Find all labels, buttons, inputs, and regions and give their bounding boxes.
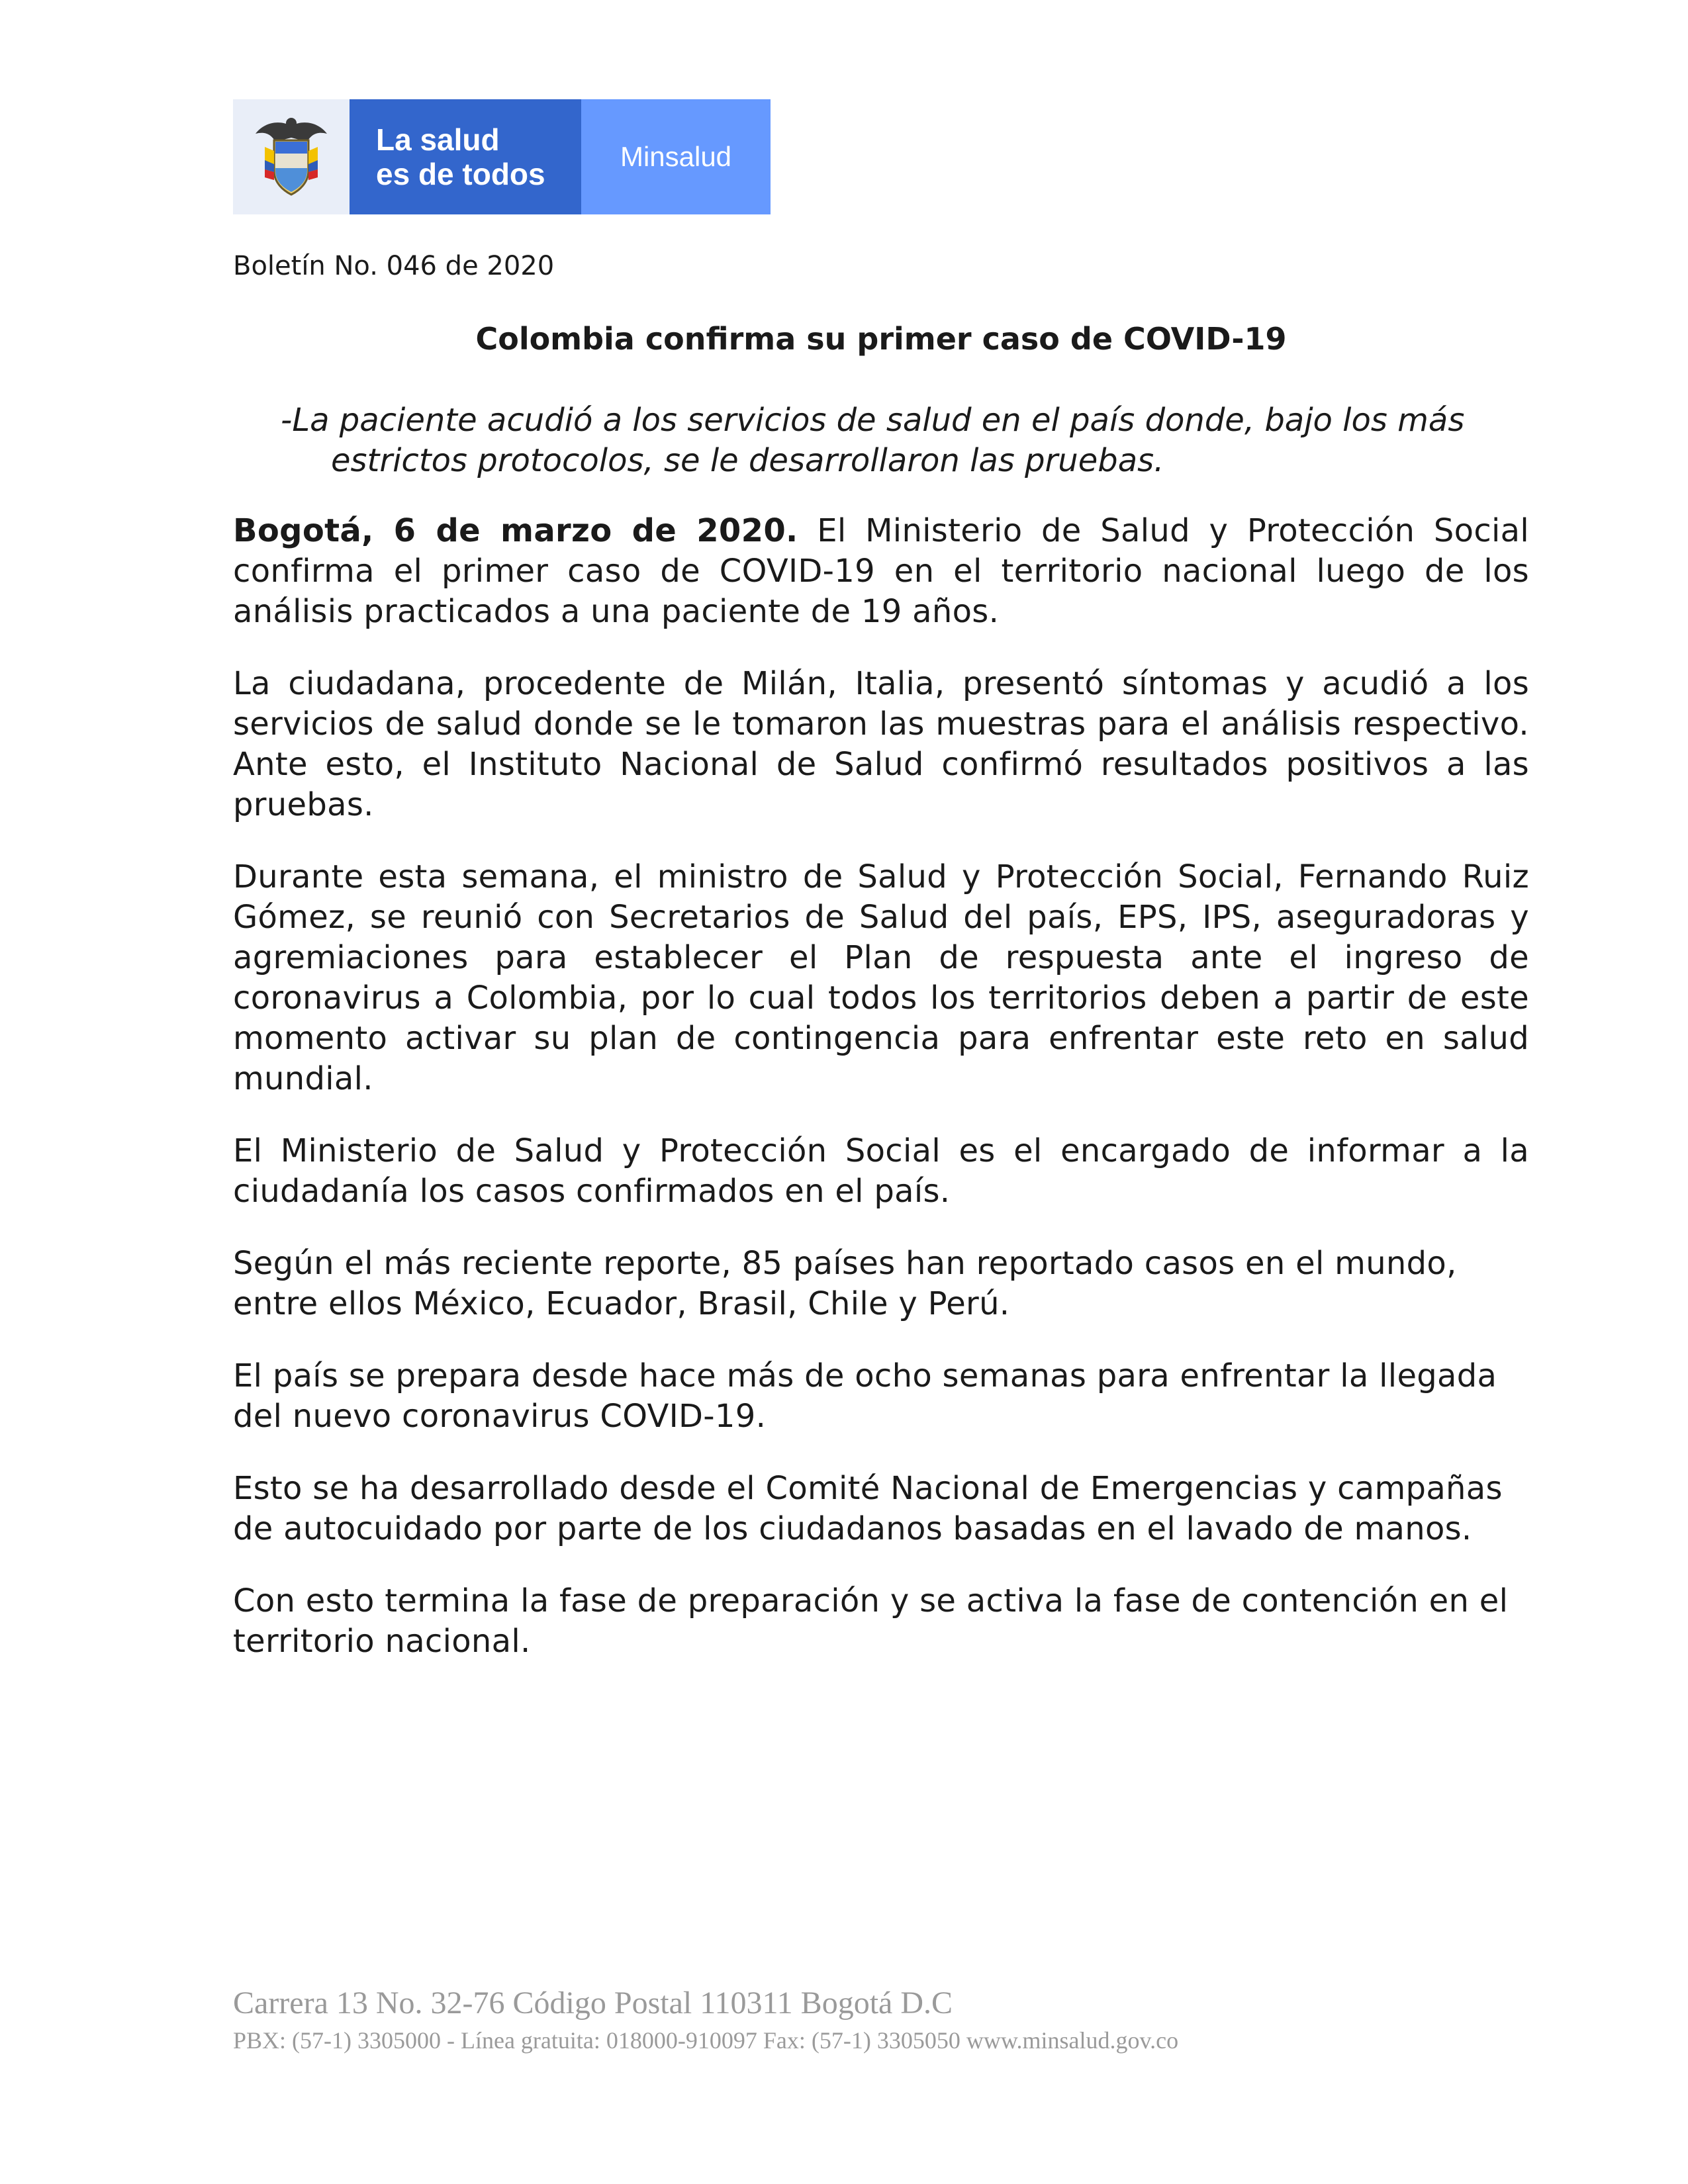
footer-address: Carrera 13 No. 32-76 Código Postal 110311 Bogotá D.C <box>233 1985 953 2021</box>
slogan-line-2: es de todos <box>376 157 545 191</box>
subtitle <box>281 400 1519 481</box>
page-title: Colombia confirma su primer caso de COVID-19 <box>475 321 1287 357</box>
footer-contact: PBX: (57-1) 3305000 - Línea gratuita: 018000-910097 Fax: (57-1) 3305050 www.minsalud.gov.co <box>233 2027 1179 2054</box>
paragraph-3: Durante esta semana, el ministro de Salud y Protección Social, Fernando Ruiz Gómez, se reunió con Secretarios de Salud del país, EPS, IPS, aseguradoras y agremiaciones para establecer el Plan de respuesta ante el ingreso de coronavirus a Colombia, por lo cual todos los territorios deben a partir de este momento activar su plan de contingencia para enfrentar este reto en salud mundial. <box>233 858 1529 1097</box>
logo-brand: Minsalud <box>581 99 771 214</box>
dateline: Bogotá, 6 de marzo de 2020. <box>233 512 798 549</box>
paragraph-4: El Ministerio de Salud y Protección Social es el encargado de informar a la ciudadanía los casos confirmados en el país. <box>233 1132 1529 1210</box>
paragraph-2: La ciudadana, procedente de Milán, Italia, presentó síntomas y acudió a los servicios de salud donde se le tomaron las muestras para el análisis respectivo. Ante esto, el Instituto Nacional de Salud confirmó resultados positivos a las pruebas. <box>233 665 1529 823</box>
slogan-line-1: La salud <box>376 122 500 157</box>
paragraph-1 <box>233 511 1529 632</box>
minsalud-logo <box>233 99 771 214</box>
subtitle-line-2: estrictos protocolos, se le desarrollaron las pruebas. <box>331 442 1164 479</box>
paragraph-1-text: El Ministerio de Salud y Protección Social confirma el primer caso de COVID-19 en el territorio nacional luego de los análisis practicados a una paciente de 19 años. <box>233 512 1529 630</box>
paragraph-5: Según el más reciente reporte, 85 países han reportado casos en el mundo, entre ellos México, Ecuador, Brasil, Chile y Perú. <box>233 1245 1457 1322</box>
subtitle-line-1: -La paciente acudió a los servicios de salud en el país donde, bajo los más <box>281 402 1465 439</box>
page-footer <box>233 1984 1178 2056</box>
coat-of-arms-icon <box>252 114 331 200</box>
paragraph-6: El país se prepara desde hace más de ocho semanas para enfrentar la llegada del nuevo coronavirus COVID-19. <box>233 1357 1497 1435</box>
paragraph-7: Esto se ha desarrollado desde el Comité Nacional de Emergencias y campañas de autocuidado por parte de los ciudadanos basadas en el lavado de manos. <box>233 1470 1503 1547</box>
article-body <box>233 511 1529 1694</box>
logo-crest-panel <box>233 99 350 214</box>
logo-slogan <box>350 99 581 214</box>
paragraph-8: Con esto termina la fase de preparación y se activa la fase de contención en el territorio nacional. <box>233 1582 1509 1660</box>
bulletin-number: Boletín No. 046 de 2020 <box>233 251 555 281</box>
